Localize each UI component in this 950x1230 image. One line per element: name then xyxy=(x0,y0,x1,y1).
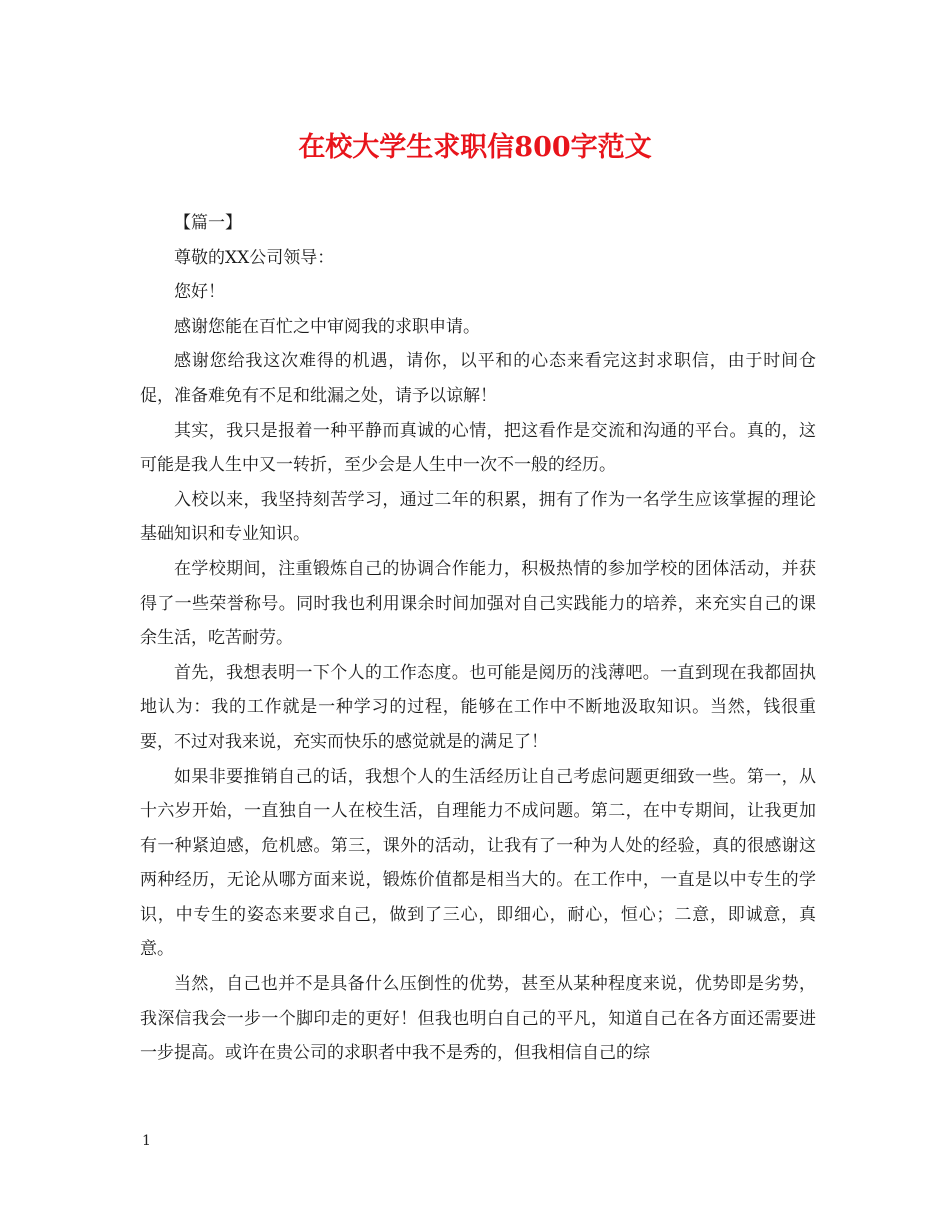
page-number: 1 xyxy=(142,1133,151,1149)
salutation: 尊敬的XX公司领导： xyxy=(174,247,335,268)
section-heading: 【篇一】 xyxy=(174,213,242,233)
paragraph: 当然，自己也并不是具备什么压倒性的优势，甚至从某种程度来说，优势即是劣势，我深信我会一步一个脚印走的更好！但我也明白自己的平凡，知道自己在各方面还需要进一步提高。或许在贵公司的求职者中我不是秀的，但我相信自己的综 xyxy=(140,974,816,1064)
paragraph: 在学校期间，注重锻炼自己的协调合作能力，积极热情的参加学校的团体活动，并获得了一些荣誉称号。同时我也利用课余时间加强对自己实践能力的培养，来充实自己的课余生活，吃苦耐劳。 xyxy=(140,558,816,649)
document-title: 在校大学生求职信800字范文 xyxy=(298,132,652,163)
paragraph: 感谢您给我这次难得的机遇，请你，以平和的心态来看完这封求职信，由于时间仓促，准备难免有不足和纰漏之处，请予以谅解！ xyxy=(140,351,816,406)
greeting: 您好！ xyxy=(174,282,225,303)
paragraph: 首先，我想表明一下个人的工作态度。也可能是阅历的浅薄吧。一直到现在我都固执地认为：我的工作就是一种学习的过程，能够在工作中不断地汲取知识。当然，钱很重要，不过对我来说，充实而快乐的感觉就是的满足了！ xyxy=(140,662,816,752)
paragraph: 感谢您能在百忙之中审阅我的求职申请。 xyxy=(174,316,480,337)
document-body xyxy=(140,206,816,1071)
paragraph: 其实，我只是报着一种平静而真诚的心情，把这看作是交流和沟通的平台。真的，这可能是我人生中又一转折，至少会是人生中一次不一般的经历。 xyxy=(140,420,816,476)
paragraph: 如果非要推销自己的话，我想个人的生活经历让自己考虑问题更细致一些。第一，从十六岁开始，一直独自一人在校生活，自理能力不成问题。第二，在中专期间，让我更加有一种紧迫感，危机感。第三，课外的活动，让我有了一种为人处的经验，真的很感谢这两种经历，无论从哪方面来说，锻炼价值都是相当大的。在工作中，一直是以中专生的学识，中专生的姿态来要求自己，做到了三心，即细心，耐心，恒心；二意，即诚意，真意。 xyxy=(140,766,816,960)
paragraph: 入校以来，我坚持刻苦学习，通过二年的积累，拥有了作为一名学生应该掌握的理论基础知识和专业知识。 xyxy=(140,489,816,545)
